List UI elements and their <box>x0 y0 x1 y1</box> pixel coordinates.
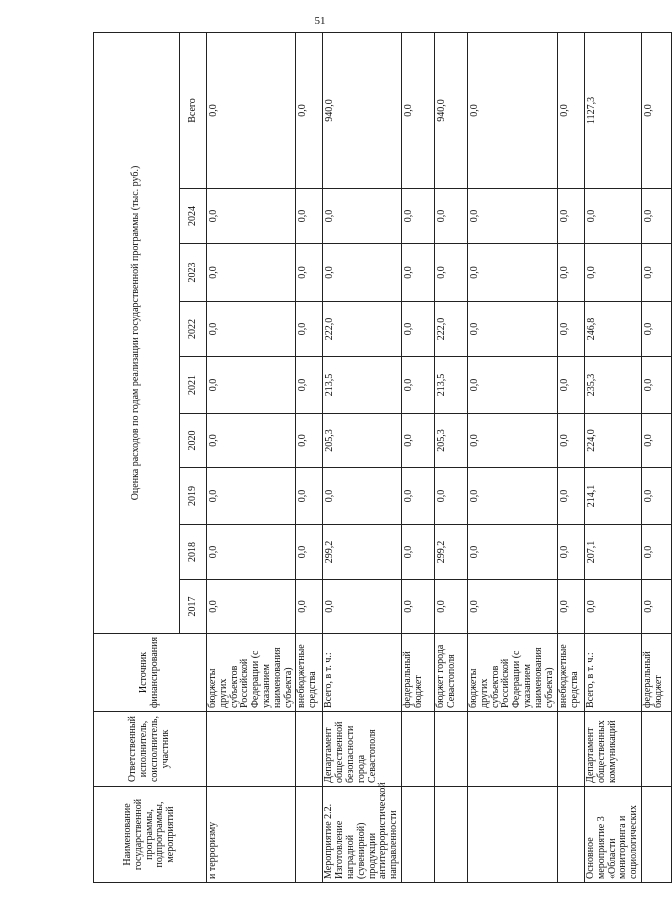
header-name: Наименование государственной программы, подпрограммы, мероприятий <box>94 787 207 883</box>
row-responsible <box>557 712 584 787</box>
row-value: 0,0 <box>434 189 467 244</box>
row-value: 0,0 <box>434 580 467 634</box>
row-value: 0,0 <box>467 525 557 580</box>
row-name: Основное мероприятие 3 «Области мониторинга и социологических <box>584 787 641 883</box>
row-value: 0,0 <box>557 525 584 580</box>
header-year: Всего <box>180 32 207 188</box>
header-estimate: Оценка расходов по годам реализации государственной программы (тыс. руб.) <box>94 32 180 633</box>
row-value: 213,5 <box>434 357 467 414</box>
row-value: 0,0 <box>434 244 467 302</box>
row-name <box>641 787 671 883</box>
row-value: 235,3 <box>584 357 641 414</box>
row-value: 0,0 <box>207 414 296 468</box>
row-value: 0,0 <box>207 468 296 525</box>
row-source: федеральный бюджет <box>641 634 671 712</box>
row-source: внебюджетные средства <box>557 634 584 712</box>
row-name: Мероприятие 2.2. Изготовление наградной (сувенирной) продукции антитеррористической направленности <box>323 787 402 883</box>
row-value: 0,0 <box>401 525 434 580</box>
row-value: 0,0 <box>296 189 323 244</box>
header-year: 2022 <box>180 302 207 357</box>
header-year: 2023 <box>180 244 207 302</box>
row-value: 0,0 <box>296 580 323 634</box>
row-value: 0,0 <box>584 189 641 244</box>
row-value: 0,0 <box>401 302 434 357</box>
row-responsible <box>641 712 671 787</box>
row-value: 0,0 <box>207 357 296 414</box>
row-value: 0,0 <box>641 414 671 468</box>
row-responsible: Департамент общественных коммуникаций <box>584 712 641 787</box>
row-value: 0,0 <box>207 525 296 580</box>
row-value: 0,0 <box>401 468 434 525</box>
row-value: 0,0 <box>296 32 323 188</box>
row-value: 0,0 <box>467 32 557 188</box>
row-value: 0,0 <box>207 302 296 357</box>
row-value: 0,0 <box>434 468 467 525</box>
row-value: 940,0 <box>323 32 402 188</box>
row-value: 299,2 <box>323 525 402 580</box>
row-responsible <box>434 712 467 787</box>
row-source: внебюджетные средства <box>296 634 323 712</box>
row-value: 0,0 <box>207 189 296 244</box>
table-row <box>584 32 641 882</box>
row-value: 0,0 <box>557 32 584 188</box>
row-value: 0,0 <box>467 414 557 468</box>
row-source: бюджеты других субъектов Российской Федерации (с указанием наименования субъекта) <box>467 634 557 712</box>
row-value: 213,5 <box>323 357 402 414</box>
row-name <box>434 787 467 883</box>
table-row <box>207 32 296 882</box>
row-value: 0,0 <box>641 580 671 634</box>
row-value: 0,0 <box>467 468 557 525</box>
row-value: 0,0 <box>467 302 557 357</box>
row-value: 0,0 <box>467 244 557 302</box>
row-value: 0,0 <box>296 357 323 414</box>
row-source: бюджеты других субъектов Российской Федерации (с указанием наименования субъекта) <box>207 634 296 712</box>
row-value: 0,0 <box>641 302 671 357</box>
row-value: 0,0 <box>207 580 296 634</box>
row-value: 0,0 <box>296 244 323 302</box>
header-year: 2021 <box>180 357 207 414</box>
row-responsible <box>401 712 434 787</box>
row-source: Всего, в т. ч.: <box>323 634 402 712</box>
header-source: Источник финансирования <box>94 634 207 712</box>
row-value: 0,0 <box>323 244 402 302</box>
table-row <box>641 32 671 882</box>
row-name <box>467 787 557 883</box>
row-value: 0,0 <box>467 580 557 634</box>
row-value: 0,0 <box>401 580 434 634</box>
table-row <box>323 32 402 882</box>
row-value: 0,0 <box>401 189 434 244</box>
row-value: 224,0 <box>584 414 641 468</box>
header-year: 2017 <box>180 580 207 634</box>
row-responsible <box>467 712 557 787</box>
header-year: 2019 <box>180 468 207 525</box>
row-name: и терроризму <box>207 787 296 883</box>
table-row <box>467 32 557 882</box>
row-responsible: Департамент общественной безопасности города Севастополя <box>323 712 402 787</box>
row-name <box>557 787 584 883</box>
row-value: 0,0 <box>584 580 641 634</box>
table-row <box>557 32 584 882</box>
row-value: 0,0 <box>296 302 323 357</box>
row-value: 0,0 <box>641 525 671 580</box>
row-value: 0,0 <box>296 414 323 468</box>
header-year: 2020 <box>180 414 207 468</box>
row-source: федеральный бюджет <box>401 634 434 712</box>
row-value: 0,0 <box>401 244 434 302</box>
row-value: 207,1 <box>584 525 641 580</box>
row-value: 0,0 <box>641 32 671 188</box>
header-responsible: Ответственный исполнитель, соисполнитель, участник <box>94 712 207 787</box>
row-value: 299,2 <box>434 525 467 580</box>
row-value: 0,0 <box>557 189 584 244</box>
row-value: 1127,3 <box>584 32 641 188</box>
budget-table <box>93 32 672 883</box>
table-sheet <box>93 33 664 883</box>
row-value: 0,0 <box>401 414 434 468</box>
header-year: 2018 <box>180 525 207 580</box>
row-value: 0,0 <box>641 357 671 414</box>
row-name <box>401 787 434 883</box>
row-value: 0,0 <box>557 414 584 468</box>
row-value: 0,0 <box>401 357 434 414</box>
row-value: 0,0 <box>323 580 402 634</box>
row-value: 0,0 <box>641 468 671 525</box>
row-value: 205,3 <box>434 414 467 468</box>
row-responsible <box>296 712 323 787</box>
row-value: 0,0 <box>207 32 296 188</box>
row-source: бюджет города Севастополя <box>434 634 467 712</box>
row-value: 246,8 <box>584 302 641 357</box>
row-value: 0,0 <box>557 357 584 414</box>
row-value: 0,0 <box>401 32 434 188</box>
row-value: 0,0 <box>557 580 584 634</box>
row-value: 0,0 <box>641 244 671 302</box>
row-value: 0,0 <box>557 244 584 302</box>
row-value: 205,3 <box>323 414 402 468</box>
row-name <box>296 787 323 883</box>
row-value: 0,0 <box>323 468 402 525</box>
row-value: 0,0 <box>557 302 584 357</box>
row-value: 0,0 <box>296 525 323 580</box>
table-row <box>296 32 323 882</box>
row-value: 0,0 <box>641 189 671 244</box>
row-responsible <box>207 712 296 787</box>
row-value: 0,0 <box>467 357 557 414</box>
row-value: 0,0 <box>323 189 402 244</box>
row-value: 0,0 <box>207 244 296 302</box>
row-value: 0,0 <box>557 468 584 525</box>
rotated-table-wrapper <box>93 33 664 883</box>
row-value: 0,0 <box>296 468 323 525</box>
page-number: 51 <box>314 15 326 27</box>
row-value: 222,0 <box>323 302 402 357</box>
row-value: 0,0 <box>584 244 641 302</box>
row-value: 214,1 <box>584 468 641 525</box>
row-source: Всего, в т. ч.: <box>584 634 641 712</box>
row-value: 0,0 <box>467 189 557 244</box>
table-row <box>434 32 467 882</box>
header-year: 2024 <box>180 189 207 244</box>
row-value: 940,0 <box>434 32 467 188</box>
table-row <box>401 32 434 882</box>
row-value: 222,0 <box>434 302 467 357</box>
